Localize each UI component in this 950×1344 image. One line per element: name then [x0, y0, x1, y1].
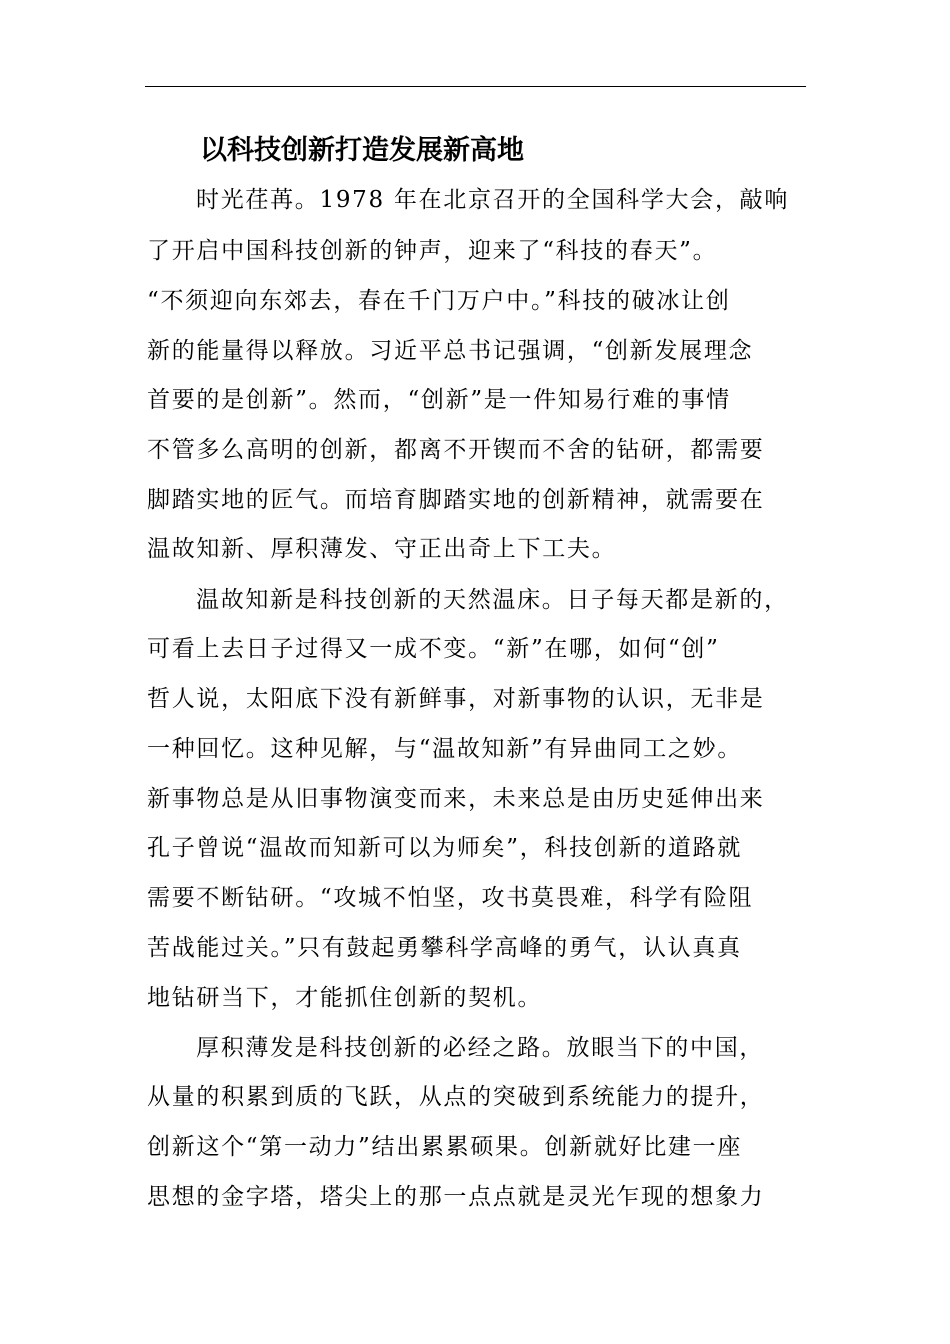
paragraph-line: 可看上去日子过得又一成不变。“新”在哪，如何“创” — [147, 636, 720, 662]
paragraph-line: 温故知新是科技创新的天然温床。日子每天都是新的， — [196, 587, 789, 613]
article-title: 以科技创新打造发展新高地 — [200, 135, 524, 166]
paragraph-line: 不管多么高明的创新，都离不开锲而不舍的钻研，都需要 — [147, 437, 765, 463]
paragraph-line: “不须迎向东郊去，春在千门万户中。”科技的破冰让创 — [147, 288, 731, 314]
paragraph-line: 新的能量得以释放。习近平总书记强调，“创新发展理念 — [147, 338, 754, 364]
header-rule — [145, 86, 806, 87]
paragraph-line: 地钻研当下，才能抓住创新的契机。 — [147, 985, 543, 1011]
paragraph-line: 厚积薄发是科技创新的必经之路。放眼当下的中国， — [196, 1035, 765, 1061]
paragraph-line: 首要的是创新”。然而，“创新”是一件知易行难的事情 — [147, 387, 731, 413]
paragraph-line: 孔子曾说“温故而知新可以为师矣”，科技创新的道路就 — [147, 835, 743, 861]
paragraph-line: 思想的金字塔，塔尖上的那一点点就是灵光乍现的想象力 — [147, 1184, 765, 1210]
paragraph-line: 一种回忆。这种见解，与“温故知新”有异曲同工之妙。 — [147, 736, 743, 762]
paragraph-line: 需要不断钻研。“攻城不怕坚，攻书莫畏难，科学有险阻 — [147, 885, 754, 911]
paragraph-line: 脚踏实地的匠气。而培育脚踏实地的创新精神，就需要在 — [147, 487, 765, 513]
paragraph-line: 温故知新、厚积薄发、守正出奇上下工夫。 — [147, 536, 617, 562]
paragraph-line: 哲人说，太阳底下没有新鲜事，对新事物的认识，无非是 — [147, 686, 765, 712]
paragraph-line: 了开启中国科技创新的钟声，迎来了“科技的春天”。 — [147, 238, 718, 264]
paragraph-line: 时光荏苒。1978 年在北京召开的全国科学大会，敲响 — [196, 187, 790, 213]
paragraph-line: 新事物总是从旧事物演变而来，未来总是由历史延伸出来 — [147, 786, 765, 812]
paragraph-line: 从量的积累到质的飞跃，从点的突破到系统能力的提升， — [147, 1084, 765, 1110]
paragraph-line: 创新这个“第一动力”结出累累硕果。创新就好比建一座 — [147, 1134, 743, 1160]
paragraph-line: 苦战能过关。”只有鼓起勇攀科学高峰的勇气，认认真真 — [147, 935, 742, 961]
